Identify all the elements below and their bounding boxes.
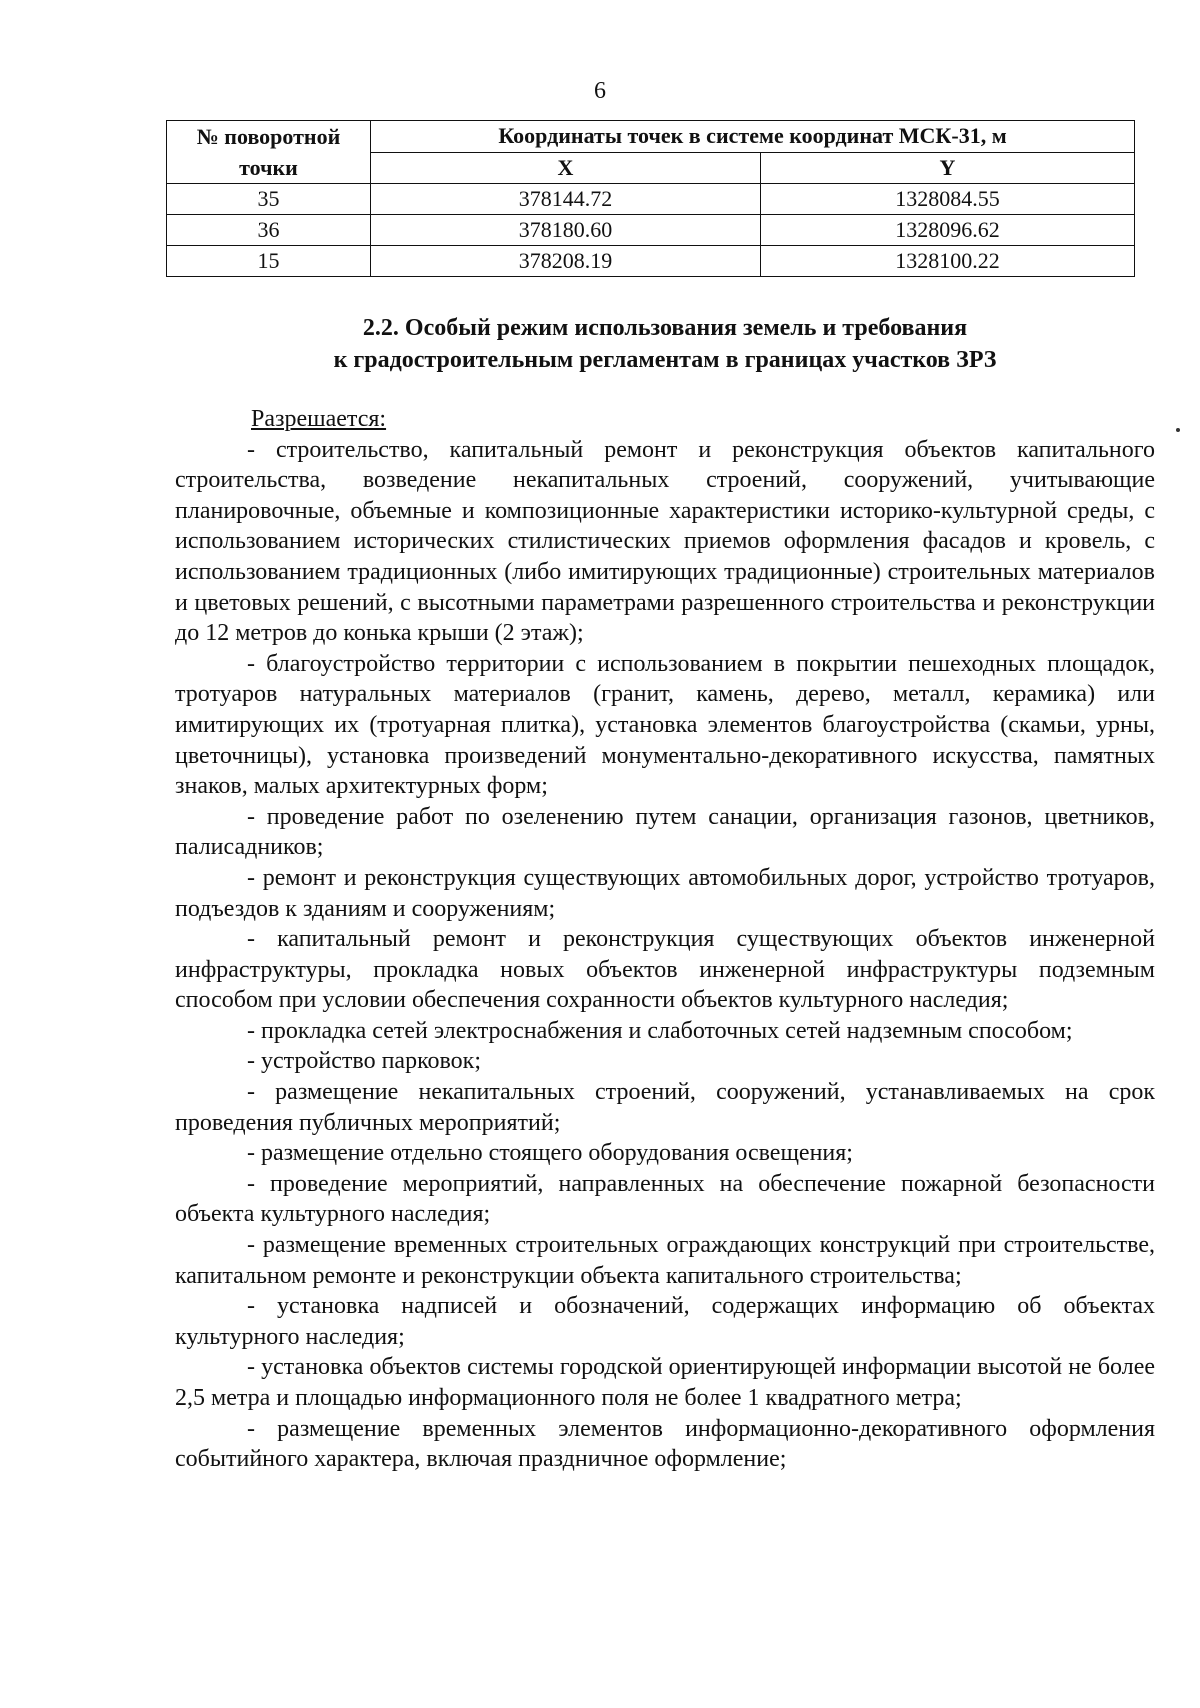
list-item: - размещение некапитальных строений, сооружений, устанавливаемых на срок проведения публичных мероприятий; — [175, 1079, 1155, 1136]
scan-mark — [1176, 428, 1180, 432]
list-item: - проведение работ по озеленению путем санации, организация газонов, цветников, палисадников; — [175, 803, 1155, 861]
list-item: - ремонт и реконструкция существующих автомобильных дорог, устройство тротуаров, подъездов к зданиям и сооружениям; — [175, 864, 1155, 922]
header-point-number: № поворотной точки — [167, 121, 371, 184]
cell-y: 1328100.22 — [761, 246, 1135, 277]
header-x: X — [371, 152, 761, 184]
cell-y: 1328084.55 — [761, 184, 1135, 215]
header-y: Y — [761, 152, 1135, 184]
table-header-row — [167, 121, 1135, 153]
list-item: - строительство, капитальный ремонт и реконструкция объектов капитального строительства, возведение некапитальных строений, сооружений, учитывающие планировочные, объемные и композиционные характеристики историко-культурной среды, с использованием исторических стилистических приемов оформления фасадов и кровель, с использованием традиционных (либо имитирующих традиционные) строительных материалов и цветовых решений, с высотными параметрами разрешенного строительства и реконструкции до 12 метров до конька крыши (2 этаж); — [175, 436, 1155, 647]
page-number: 6 — [594, 78, 606, 104]
section-title-line-1: 2.2. Особый режим использования земель и требования — [362, 315, 968, 341]
coordinates-table — [166, 120, 1135, 277]
cell-x: 378180.60 — [371, 215, 761, 246]
list-item: - устройство парковок; — [247, 1048, 482, 1075]
section-title-line-2: к градостроительным регламентам в границах участков ЗРЗ — [333, 347, 997, 373]
cell-x: 378208.19 — [371, 246, 761, 277]
table-row — [167, 246, 1135, 277]
cell-x: 378144.72 — [371, 184, 761, 215]
list-item: - проведение мероприятий, направленных на обеспечение пожарной безопасности объекта культурного наследия; — [175, 1170, 1155, 1228]
cell-point-number: 36 — [167, 215, 371, 246]
document-body — [175, 404, 1155, 1475]
list-item: - размещение отдельно стоящего оборудования освещения; — [247, 1140, 853, 1167]
list-item: - размещение временных элементов информационно-декоративного оформления событийного характера, включая праздничное оформление; — [175, 1415, 1155, 1473]
list-item: - прокладка сетей электроснабжения и слаботочных сетей надземным способом; — [247, 1017, 1073, 1044]
header-coordinates: Координаты точек в системе координат МСК-31, м — [371, 121, 1135, 153]
cell-point-number: 15 — [167, 246, 371, 277]
list-item: - установка надписей и обозначений, содержащих информацию об объектах культурного наследия; — [175, 1293, 1155, 1350]
section-title — [0, 312, 1200, 376]
allowed-label: Разрешается: — [251, 406, 387, 432]
list-item: - размещение временных строительных ограждающих конструкций при строительстве, капитальном ремонте и реконструкции объекта капитального строительства; — [175, 1232, 1155, 1289]
table-row — [167, 184, 1135, 215]
cell-y: 1328096.62 — [761, 215, 1135, 246]
cell-point-number: 35 — [167, 184, 371, 215]
list-item: - капитальный ремонт и реконструкция существующих объектов инженерной инфраструктуры, прокладка новых объектов инженерной инфраструктуры подземным способом при условии обеспечения сохранности объектов культурного наследия; — [175, 926, 1155, 1014]
table-row — [167, 215, 1135, 246]
list-item: - благоустройство территории с использованием в покрытии пешеходных площадок, тротуаров натуральных материалов (гранит, камень, дерево, металл, керамика) или имитирующих их (тротуарная плитка), установка элементов благоустройства (скамьи, урны, цветочницы), установка произведений монументально-декоративного искусства, памятных знаков, малых архитектурных форм; — [175, 650, 1155, 800]
list-item: - установка объектов системы городской ориентирующей информации высотой не более 2,5 метра и площадью информационного поля не более 1 квадратного метра; — [175, 1354, 1155, 1411]
